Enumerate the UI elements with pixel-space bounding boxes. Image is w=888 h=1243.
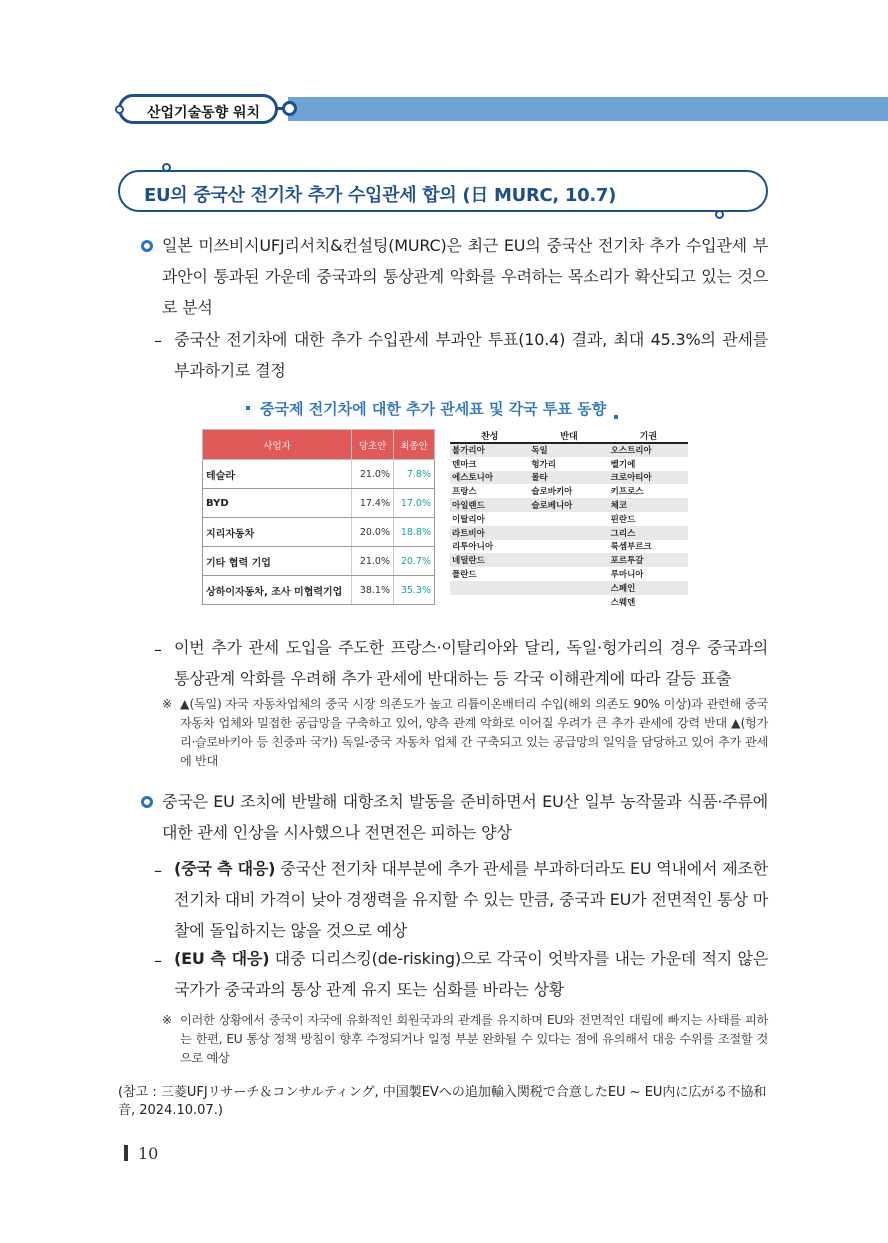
- table-cell: [529, 540, 608, 554]
- table-row: [203, 576, 435, 605]
- table-cell: 스페인: [609, 581, 688, 595]
- table-cell: 상하이자동차, 조사 미협력기업: [203, 576, 352, 605]
- table-row: [450, 540, 688, 554]
- figure-caption: 중국제 전기차에 대한 추가 관세표 및 각국 투표 동향: [246, 398, 618, 419]
- vote-header-for: 찬성: [450, 429, 529, 443]
- note2-text: 이러한 상황에서 중국이 자국에 유화적인 회원국과의 관계를 유지하며 EU와 전면적인 대립에 빠지는 사태를 피하는 한편, EU 통상 정책 방침이 향후 수정되거나 일정 부분 완화될 수 있다는 점에 유의해서 대응 수위를 조절할 것으로 예상: [180, 1013, 768, 1065]
- dash-icon: –: [154, 331, 162, 350]
- table-cell: 폴란드: [450, 567, 529, 581]
- table-cell: 스웨덴: [609, 595, 688, 609]
- table-row: [450, 567, 688, 581]
- table-cell: [529, 512, 608, 526]
- caption-square-icon: [246, 406, 250, 410]
- table-cell: 기타 협력 기업: [203, 547, 352, 576]
- table-row: [450, 526, 688, 540]
- table-cell: 오스트리아: [609, 443, 688, 457]
- bullet1-text: 일본 미쓰비시UFJ리서치&컨설팅(MURC)은 최근 EU의 중국산 전기차 추가 수입관세 부과안이 통과된 가운데 중국과의 통상관계 악화를 우려하는 목소리가 확산되고 있는 것으로 분석: [162, 236, 768, 317]
- table-cell: 슬로바키아: [529, 484, 608, 498]
- china-response-label: (중국 측 대응): [174, 859, 276, 878]
- vote-table: [450, 429, 688, 609]
- table-cell: 크로아티아: [609, 471, 688, 485]
- eu-response-text: 대중 디리스킹(de-risking)으로 각국이 엇박자를 내는 가운데 적지 않은 국가가 중국과의 통상 관계 유지 또는 심화를 바라는 상황: [174, 949, 768, 999]
- note1-text: ▲(독일) 자국 자동차업체의 중국 시장 의존도가 높고 리튬이온배터리 수입(해외 의존도 90% 이상)과 관련해 중국 자동차 업체와 밀접한 공급망을 구축하고 있어, 양측 관계 악화로 이어질 우려가 큰 추가 관세에 강력 반대 ▲(헝가리·슬로바키아 등 친중파 국가) 독일-중국 자동차 업체 간 구축되고 있는 공급망의 일익을 담당하고 있어 추가 관세에 반대: [180, 697, 768, 768]
- dash-icon: –: [154, 640, 162, 659]
- table-cell: 벨기에: [609, 457, 688, 471]
- bullet1-sub1: 중국산 전기차에 대한 추가 수입관세 부과안 투표(10.4) 결과, 최대 45.3%의 관세를 부과하기로 결정: [174, 330, 768, 380]
- page-bar-icon: [124, 1145, 128, 1161]
- table-cell: 17.0%: [394, 489, 435, 518]
- table-cell: 7.8%: [394, 460, 435, 489]
- table-row: [203, 460, 435, 489]
- table-cell: 아일랜드: [450, 498, 529, 512]
- table-cell: [529, 526, 608, 540]
- pill-dot-icon: [115, 105, 124, 114]
- bullet2-sub1: [174, 853, 768, 946]
- tariff-header-initial: 당초안: [352, 430, 394, 460]
- table-cell: 리투아니아: [450, 540, 529, 554]
- reference: (참고 : 三菱UFJリサーチ＆コンサルティング, 中国製EVへの追加輸入関税で合意したEU ~ EU内に広がる不協和音, 2024.10.07.): [118, 1085, 767, 1118]
- table-cell: 루마니아: [609, 567, 688, 581]
- section-label: 산업기술동향 워치: [147, 105, 261, 121]
- sub2-text: 이번 추가 관세 도입을 주도한 프랑스·이탈리아와 달리, 독일·헝가리의 경우 중국과의 통상관계 악화를 우려해 추가 관세에 반대하는 등 각국 이해관계에 따라 갈등 표출: [174, 638, 768, 688]
- table-cell: 21.0%: [352, 547, 394, 576]
- table-cell: 20.0%: [352, 518, 394, 547]
- table-cell: [450, 581, 529, 595]
- section-label-pill: [118, 94, 278, 124]
- table-row: [450, 457, 688, 471]
- table-cell: 키프로스: [609, 484, 688, 498]
- table-row: [450, 553, 688, 567]
- table-row: [203, 547, 435, 576]
- table-row: [450, 498, 688, 512]
- table-cell: 17.4%: [352, 489, 394, 518]
- table-cell: 이탈리아: [450, 512, 529, 526]
- table-cell: [529, 581, 608, 595]
- table-cell: 38.1%: [352, 576, 394, 605]
- table-cell: [450, 595, 529, 609]
- page-number: 10: [124, 1144, 158, 1163]
- table-cell: 그리스: [609, 526, 688, 540]
- table-cell: 슬로베니아: [529, 498, 608, 512]
- china-response-text: 중국산 전기차 대부분에 추가 관세를 부과하더라도 EU 역내에서 제조한 전기차 대비 가격이 낮아 경쟁력을 유지할 수 있는 만큼, 중국과 EU가 전면적인 통상 마찰에 돌입하지는 않을 것으로 예상: [174, 859, 768, 940]
- vote-header-against: 반대: [529, 429, 608, 443]
- header-ring-icon: [282, 101, 297, 116]
- table-row: [450, 471, 688, 485]
- article-title-box: [118, 170, 768, 212]
- table-row: [203, 518, 435, 547]
- table-cell: 몰타: [529, 471, 608, 485]
- table-row: [450, 581, 688, 595]
- table-cell: 독일: [529, 443, 608, 457]
- table-cell: [529, 595, 608, 609]
- bullet-icon: [141, 796, 153, 808]
- table-cell: 핀란드: [609, 512, 688, 526]
- table-cell: 18.8%: [394, 518, 435, 547]
- table-cell: 라트비아: [450, 526, 529, 540]
- tariff-header-company: 사업자: [203, 430, 352, 460]
- table-cell: [529, 553, 608, 567]
- table-cell: BYD: [203, 489, 352, 518]
- table-cell: 에스토니아: [450, 471, 529, 485]
- caption-square-icon: [614, 415, 618, 419]
- table-cell: [529, 567, 608, 581]
- table-row: [450, 484, 688, 498]
- table-cell: 테슬라: [203, 460, 352, 489]
- table-row: [203, 489, 435, 518]
- vote-header-row: [450, 429, 688, 443]
- table-cell: 체코: [609, 498, 688, 512]
- table-cell: 헝가리: [529, 457, 608, 471]
- title-cap-top-icon: [162, 163, 171, 172]
- note-mark-icon: ※: [162, 697, 173, 711]
- note-mark-icon: ※: [162, 1013, 173, 1027]
- table-cell: 21.0%: [352, 460, 394, 489]
- dash-icon: –: [154, 861, 162, 880]
- header-bar: [288, 97, 888, 121]
- table-cell: 네덜란드: [450, 553, 529, 567]
- title-cap-bottom-icon: [715, 210, 724, 219]
- section-header: [118, 94, 888, 124]
- bullet2-sub2: [174, 943, 768, 1005]
- tariff-header-row: [203, 430, 435, 460]
- table-row: [450, 512, 688, 526]
- bullet2-text: 중국은 EU 조치에 반발해 대항조치 발동을 준비하면서 EU산 일부 농작물과 식품·주류에 대한 관세 인상을 시사했으나 전면전은 피하는 양상: [162, 792, 768, 842]
- bullet-icon: [141, 240, 153, 252]
- table-cell: 룩셈부르크: [609, 540, 688, 554]
- table-cell: 포르투갈: [609, 553, 688, 567]
- tariff-table: [202, 429, 435, 605]
- table-cell: 20.7%: [394, 547, 435, 576]
- table-cell: 프랑스: [450, 484, 529, 498]
- table-row: [450, 443, 688, 457]
- eu-response-label: (EU 측 대응): [174, 949, 270, 968]
- vote-header-abstain: 기권: [609, 429, 688, 443]
- article-title: EU의 중국산 전기차 추가 수입관세 합의 (日 MURC, 10.7): [144, 185, 617, 206]
- table-cell: 35.3%: [394, 576, 435, 605]
- table-cell: 덴마크: [450, 457, 529, 471]
- dash-icon: –: [154, 951, 162, 970]
- table-cell: 지리자동차: [203, 518, 352, 547]
- tariff-header-final: 최종안: [394, 430, 435, 460]
- table-cell: 불가리아: [450, 443, 529, 457]
- table-row: [450, 595, 688, 609]
- vote-table-body: [450, 443, 688, 609]
